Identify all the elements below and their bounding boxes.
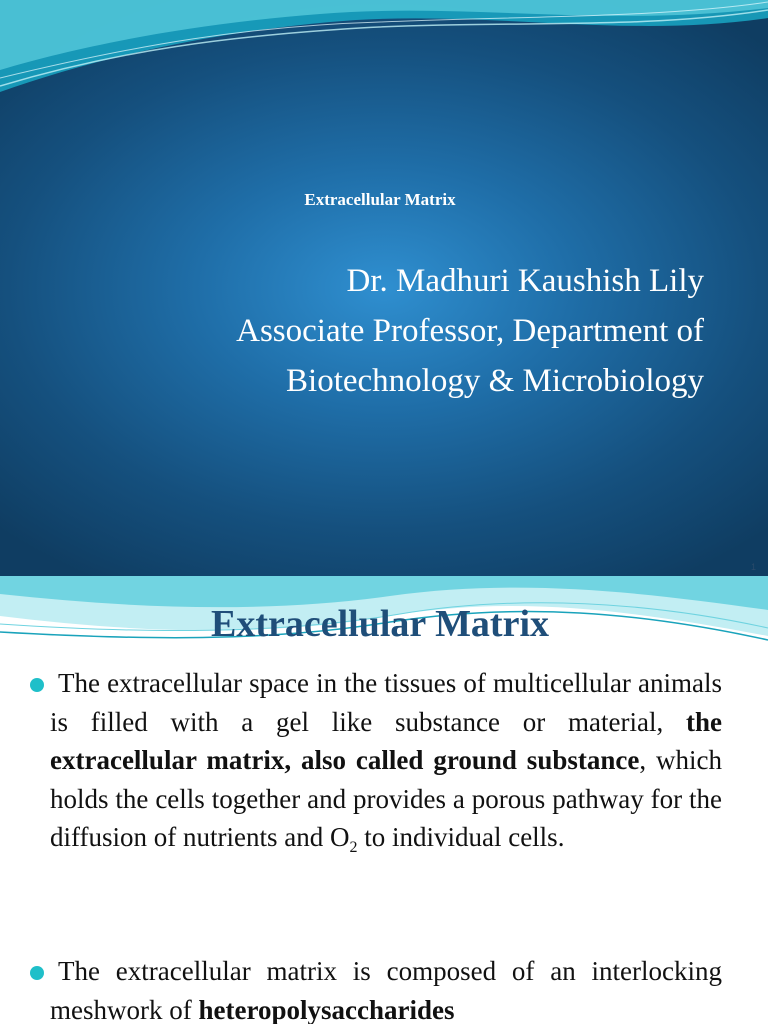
bullet-dot-icon bbox=[30, 678, 44, 692]
bullet-dot-icon bbox=[30, 966, 44, 980]
presenter-position-line1: Associate Professor, Department of bbox=[236, 313, 704, 349]
presenter-info bbox=[64, 256, 704, 406]
slide-heading: Extracellular Matrix bbox=[210, 603, 550, 645]
content-slide bbox=[0, 576, 768, 1024]
bullet-point: The extracellular space in the tissues of multicellular animals is filled with a gel like substance or material, the extracellular matrix, also called ground substance, which holds the cells together and provides a porous pathway for the diffusion of nutrients and $O_2$ to individual cells. bbox=[50, 664, 722, 857]
slide-title: Extracellular Matrix bbox=[304, 190, 456, 209]
decorative-waves bbox=[0, 0, 768, 100]
highlight-text: the extracellular matrix, also called ground substance bbox=[50, 706, 722, 775]
presenter-name: Dr. Madhuri Kaushish Lily bbox=[346, 263, 704, 299]
page-number: 1 bbox=[750, 562, 756, 572]
presenter-position-line2: Biotechnology & Microbiology bbox=[286, 363, 704, 399]
highlight-text: heteropolysaccharides bbox=[198, 994, 455, 1024]
bullet-point: The extracellular matrix is composed of an interlocking meshwork of heteropolysaccharides bbox=[50, 952, 722, 1024]
